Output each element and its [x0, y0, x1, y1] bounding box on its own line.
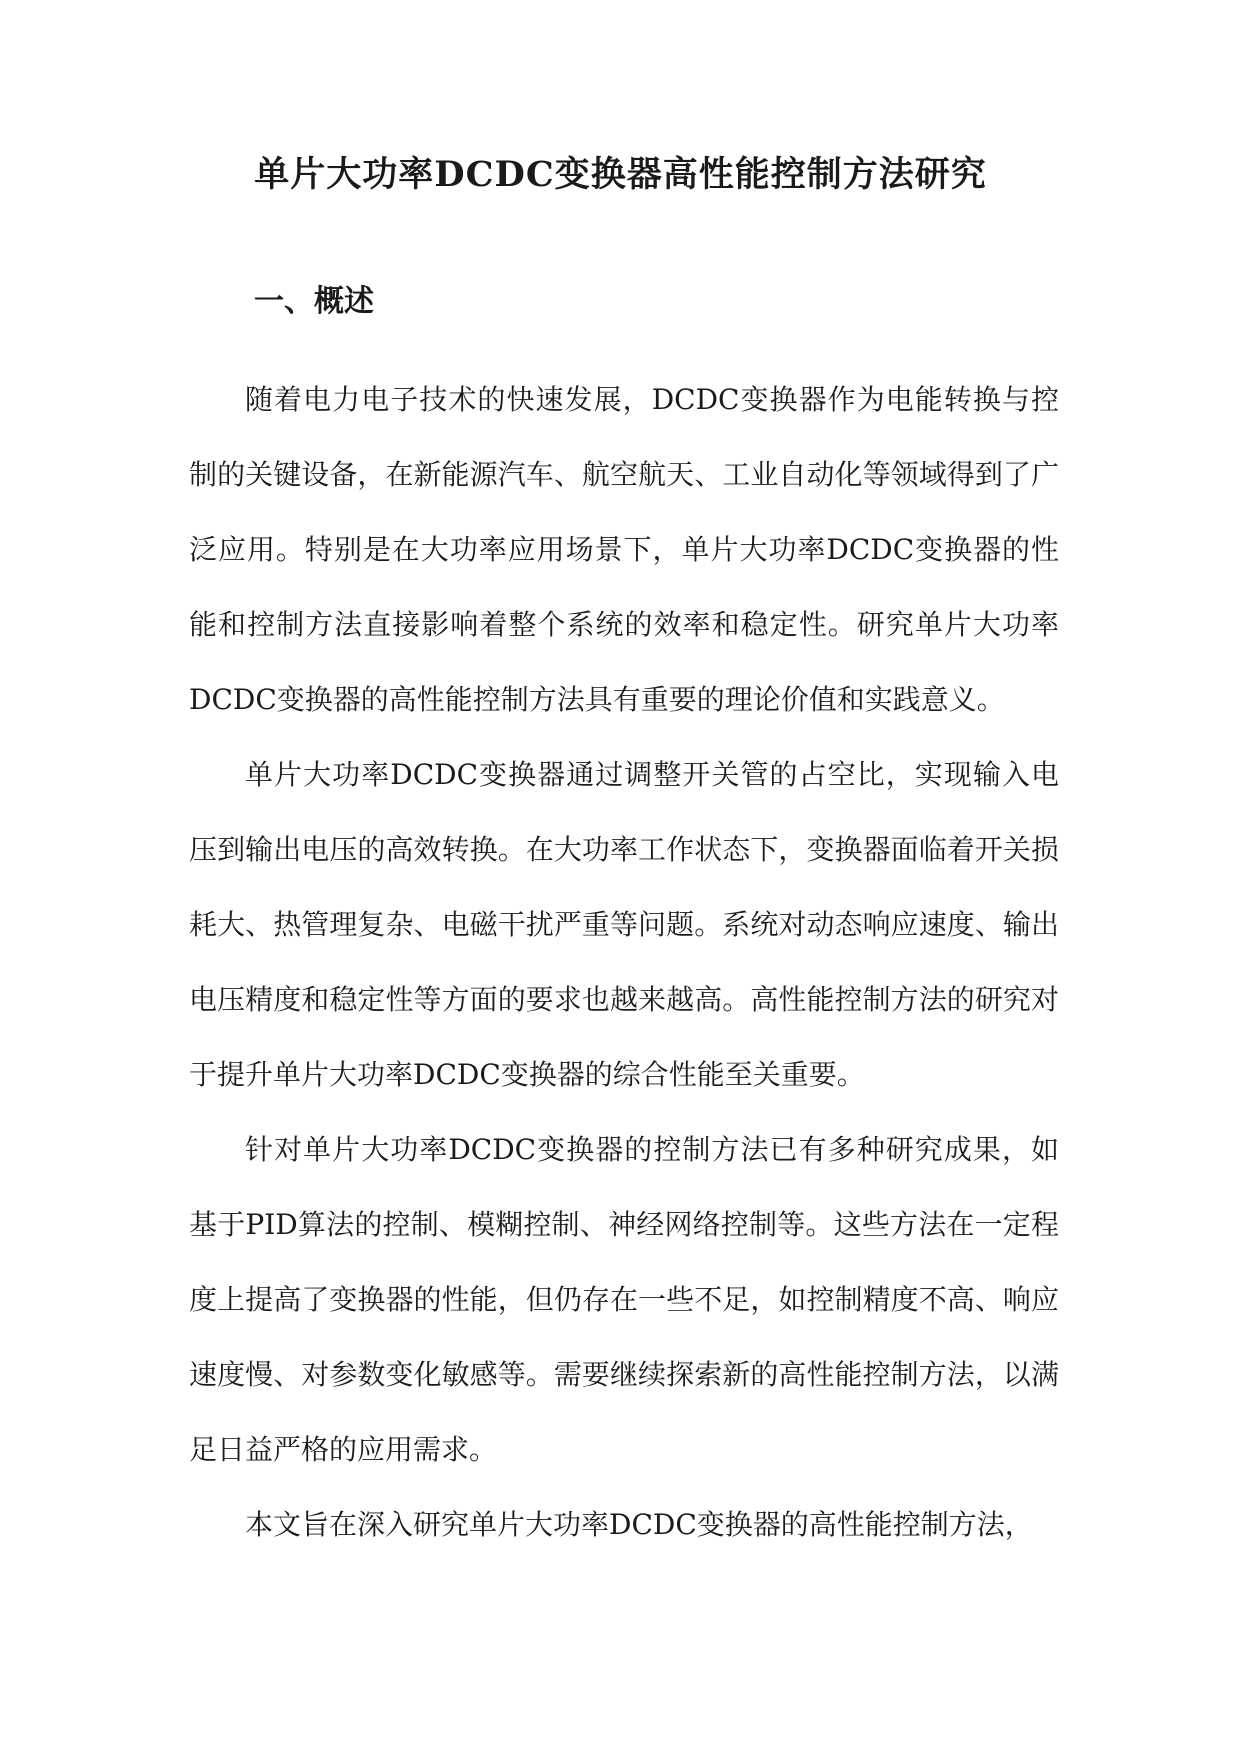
paragraph: 单片大功率DCDC变换器通过调整开关管的占空比，实现输入电压到输出电压的高效转换。在大功率工作状态下，变换器面临着开关损耗大、热管理复杂、电磁干扰严重等问题。系统对动态响应速度、输出电压精度和稳定性等方面的要求也越来越高。高性能控制方法的研究对于提升单片大功率DCDC变换器的综合性能至关重要。 — [189, 758, 1059, 1091]
paragraph: 随着电力电子技术的快速发展，DCDC变换器作为电能转换与控制的关键设备，在新能源汽车、航空航天、工业自动化等领域得到了广泛应用。特别是在大功率应用场景下，单片大功率DCDC变换器的性能和控制方法直接影响着整个系统的效率和稳定性。研究单片大功率DCDC变换器的高性能控制方法具有重要的理论价值和实践意义。 — [189, 383, 1059, 716]
document-title: 单片大功率DCDC变换器高性能控制方法研究 — [254, 154, 987, 195]
paragraph: 针对单片大功率DCDC变换器的控制方法已有多种研究成果，如基于PID算法的控制、模糊控制、神经网络控制等。这些方法在一定程度上提高了变换器的性能，但仍存在一些不足，如控制精度不高、响应速度慢、对参数变化敏感等。需要继续探索新的高性能控制方法，以满足日益严格的应用需求。 — [189, 1133, 1059, 1466]
body-text — [189, 362, 1059, 1562]
section-heading: 一、概述 — [254, 284, 374, 319]
paragraph: 本文旨在深入研究单片大功率DCDC变换器的高性能控制方法， — [245, 1508, 1033, 1541]
